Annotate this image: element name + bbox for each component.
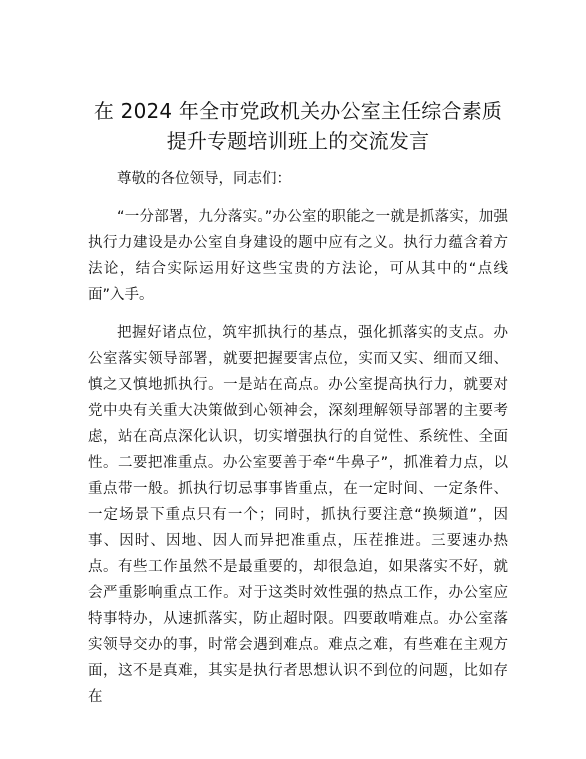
salutation: 尊敬的各位领导，同志们： (117, 171, 291, 187)
paragraph-points: 把握好诸点位，筑牢抓执行的基点，强化抓落实的支点。办公室落实领导部署，就要把握要害点位，实而又实、细而又细、慎之又慎地抓执行。一是站在高点。办公室提高执行力，就要对党中央有关重大决策做到心领神会，深刻理解领导部署的主要考虑，站在高点深化认识，切实增强执行的自觉性、系统性、全面性。二要把准重点。办公室要善于牵“牛鼻子”，抓准着力点，以重点带一般。抓执行切忌事事皆重点，在一定时间、一定条件、一定场景下重点只有一个；同时，抓执行要注意“换频道”，因事、因时、因地、因人而异把准重点，压茬推进。三要速办热点。有些工作虽然不是最重要的，却很急迫，如果落实不好，就会严重影响重点工作。对于这类时效性强的热点工作，办公室应特事特办，从速抓落实，防止超时限。四要敢啃难点。办公室落实领导交办的事，时常会遇到难点。难点之难，有些难在主观方面，这不是真难，其实是执行者思想认识不到位的问题，比如存在 (88, 325, 508, 705)
paragraph-intro: “一分部署，九分落实。”办公室的职能之一就是抓落实，加强执行力建设是办公室自身建设的题中应有之义。执行力蕴含着方法论，结合实际运用好这些宝贵的方法论，可从其中的“点线面”入手。 (88, 209, 508, 303)
document-page (88, 96, 508, 710)
document-title: 在 2024 年全市党政机关办公室主任综合素质提升专题培训班上的交流发言 (93, 99, 503, 153)
